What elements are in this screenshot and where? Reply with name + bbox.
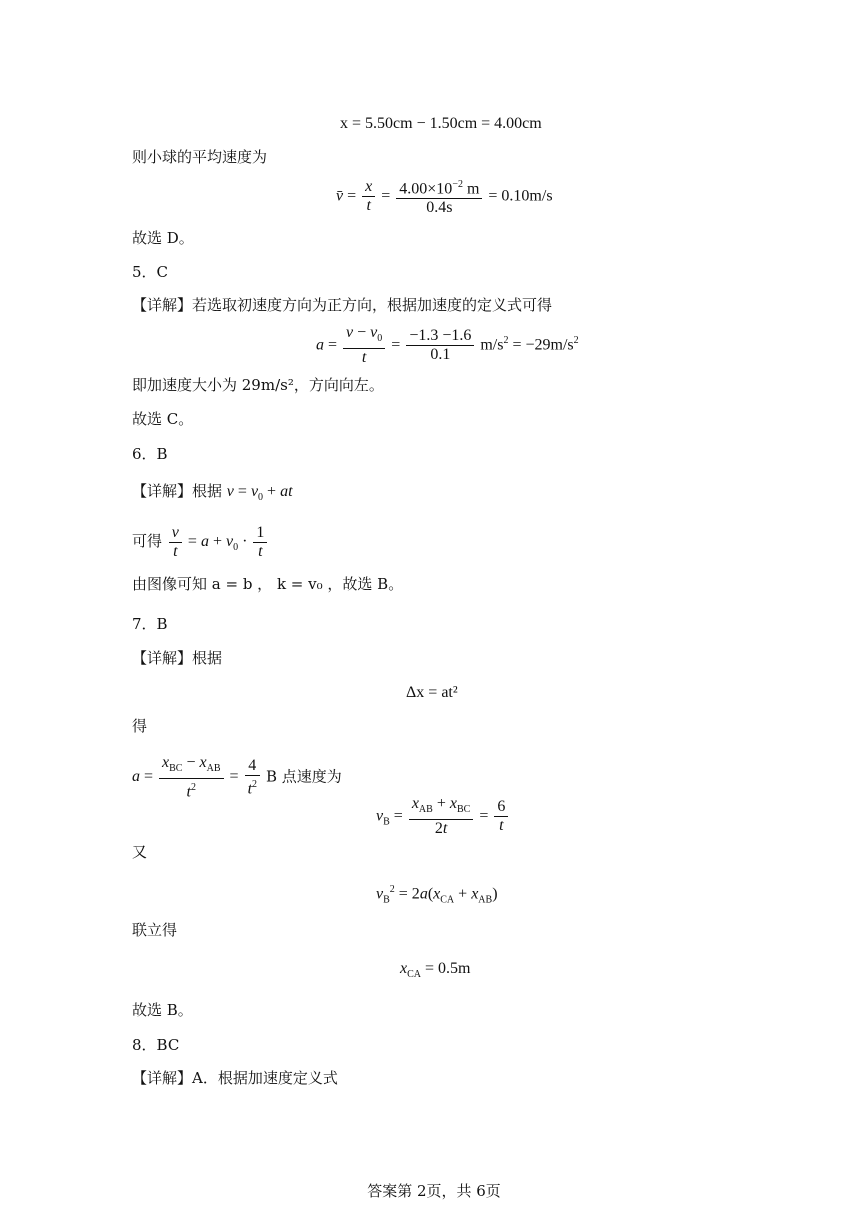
- text-answer-d: 故选 D。: [132, 229, 194, 247]
- q7-explanation: 【详解】根据: [132, 649, 223, 667]
- q6-conclusion: 由图像可知 a = b ， k = v₀ ，故选 B。: [132, 575, 404, 593]
- question-6-answer: 6．B: [132, 445, 168, 463]
- question-5-answer: 5．C: [132, 263, 169, 281]
- q5-explanation: 【详解】若选取初速度方向为正方向，根据加速度的定义式可得: [132, 296, 553, 314]
- equation-delta-x-text: Δx = at²: [406, 684, 458, 701]
- text-combine: 联立得: [132, 921, 178, 939]
- q5-conclusion: 即加速度大小为 29m/s²，方向向左。: [132, 376, 384, 394]
- q6-explanation-label: 【详解】根据: [132, 482, 223, 500]
- equation-displacement-text: x = 5.50cm − 1.50cm = 4.00cm: [340, 115, 542, 132]
- q6-derivation-label: 可得: [132, 532, 163, 551]
- text-average-velocity-intro: 则小球的平均速度为: [132, 148, 268, 166]
- q8-explanation: 【详解】A．根据加速度定义式: [132, 1069, 338, 1087]
- q6-explanation: 【详解】根据 $v = v_0$ + at: [132, 482, 293, 504]
- question-8-answer: 8．BC: [132, 1036, 180, 1054]
- equation-average-velocity: v̄ = $\frac{x}{t}$ = $\frac{4.00\times 10^{-2} m}{0.4s}$ = 0.10m/s: [336, 176, 553, 217]
- q7-acceleration: a = $\frac{x_{BC} - x_{AB}}{t^2}$ = $\frac{4}{t^2}$ B 点速度为: [132, 754, 342, 801]
- equation-displacement: [340, 114, 542, 134]
- text-de: 得: [132, 717, 148, 735]
- text-you: 又: [132, 843, 148, 861]
- equation-vb-squared: $v_B^2 = 2a(x_{CA} + x_{AB})$: [376, 884, 498, 906]
- page-footer: 答案第 2页，共 6页: [367, 1182, 501, 1200]
- q6-derivation: 可得 $\frac{v}{t}$ = $a + v_0$ · $\frac{1}{t}$: [132, 524, 269, 561]
- equation-vb: $v_B$ = $\frac{x_{AB} + x_{BC}}{2t}$ = $\frac{6}{t}$: [376, 795, 510, 838]
- text-answer-c: 故选 C。: [132, 410, 194, 428]
- equation-xca: $x_{CA} = 0.5m$: [400, 960, 471, 981]
- equation-delta-x: [406, 683, 458, 703]
- question-7-answer: 7．B: [132, 615, 168, 633]
- equation-acceleration: a = $\frac{v - v_0}{t}$ = $\frac{-1.3 -1.6}{0.1}$ $m/s^2 = -29m/s^2$: [316, 324, 579, 367]
- q7-acceleration-suffix: B 点速度为: [266, 767, 342, 786]
- text-answer-b: 故选 B。: [132, 1001, 193, 1019]
